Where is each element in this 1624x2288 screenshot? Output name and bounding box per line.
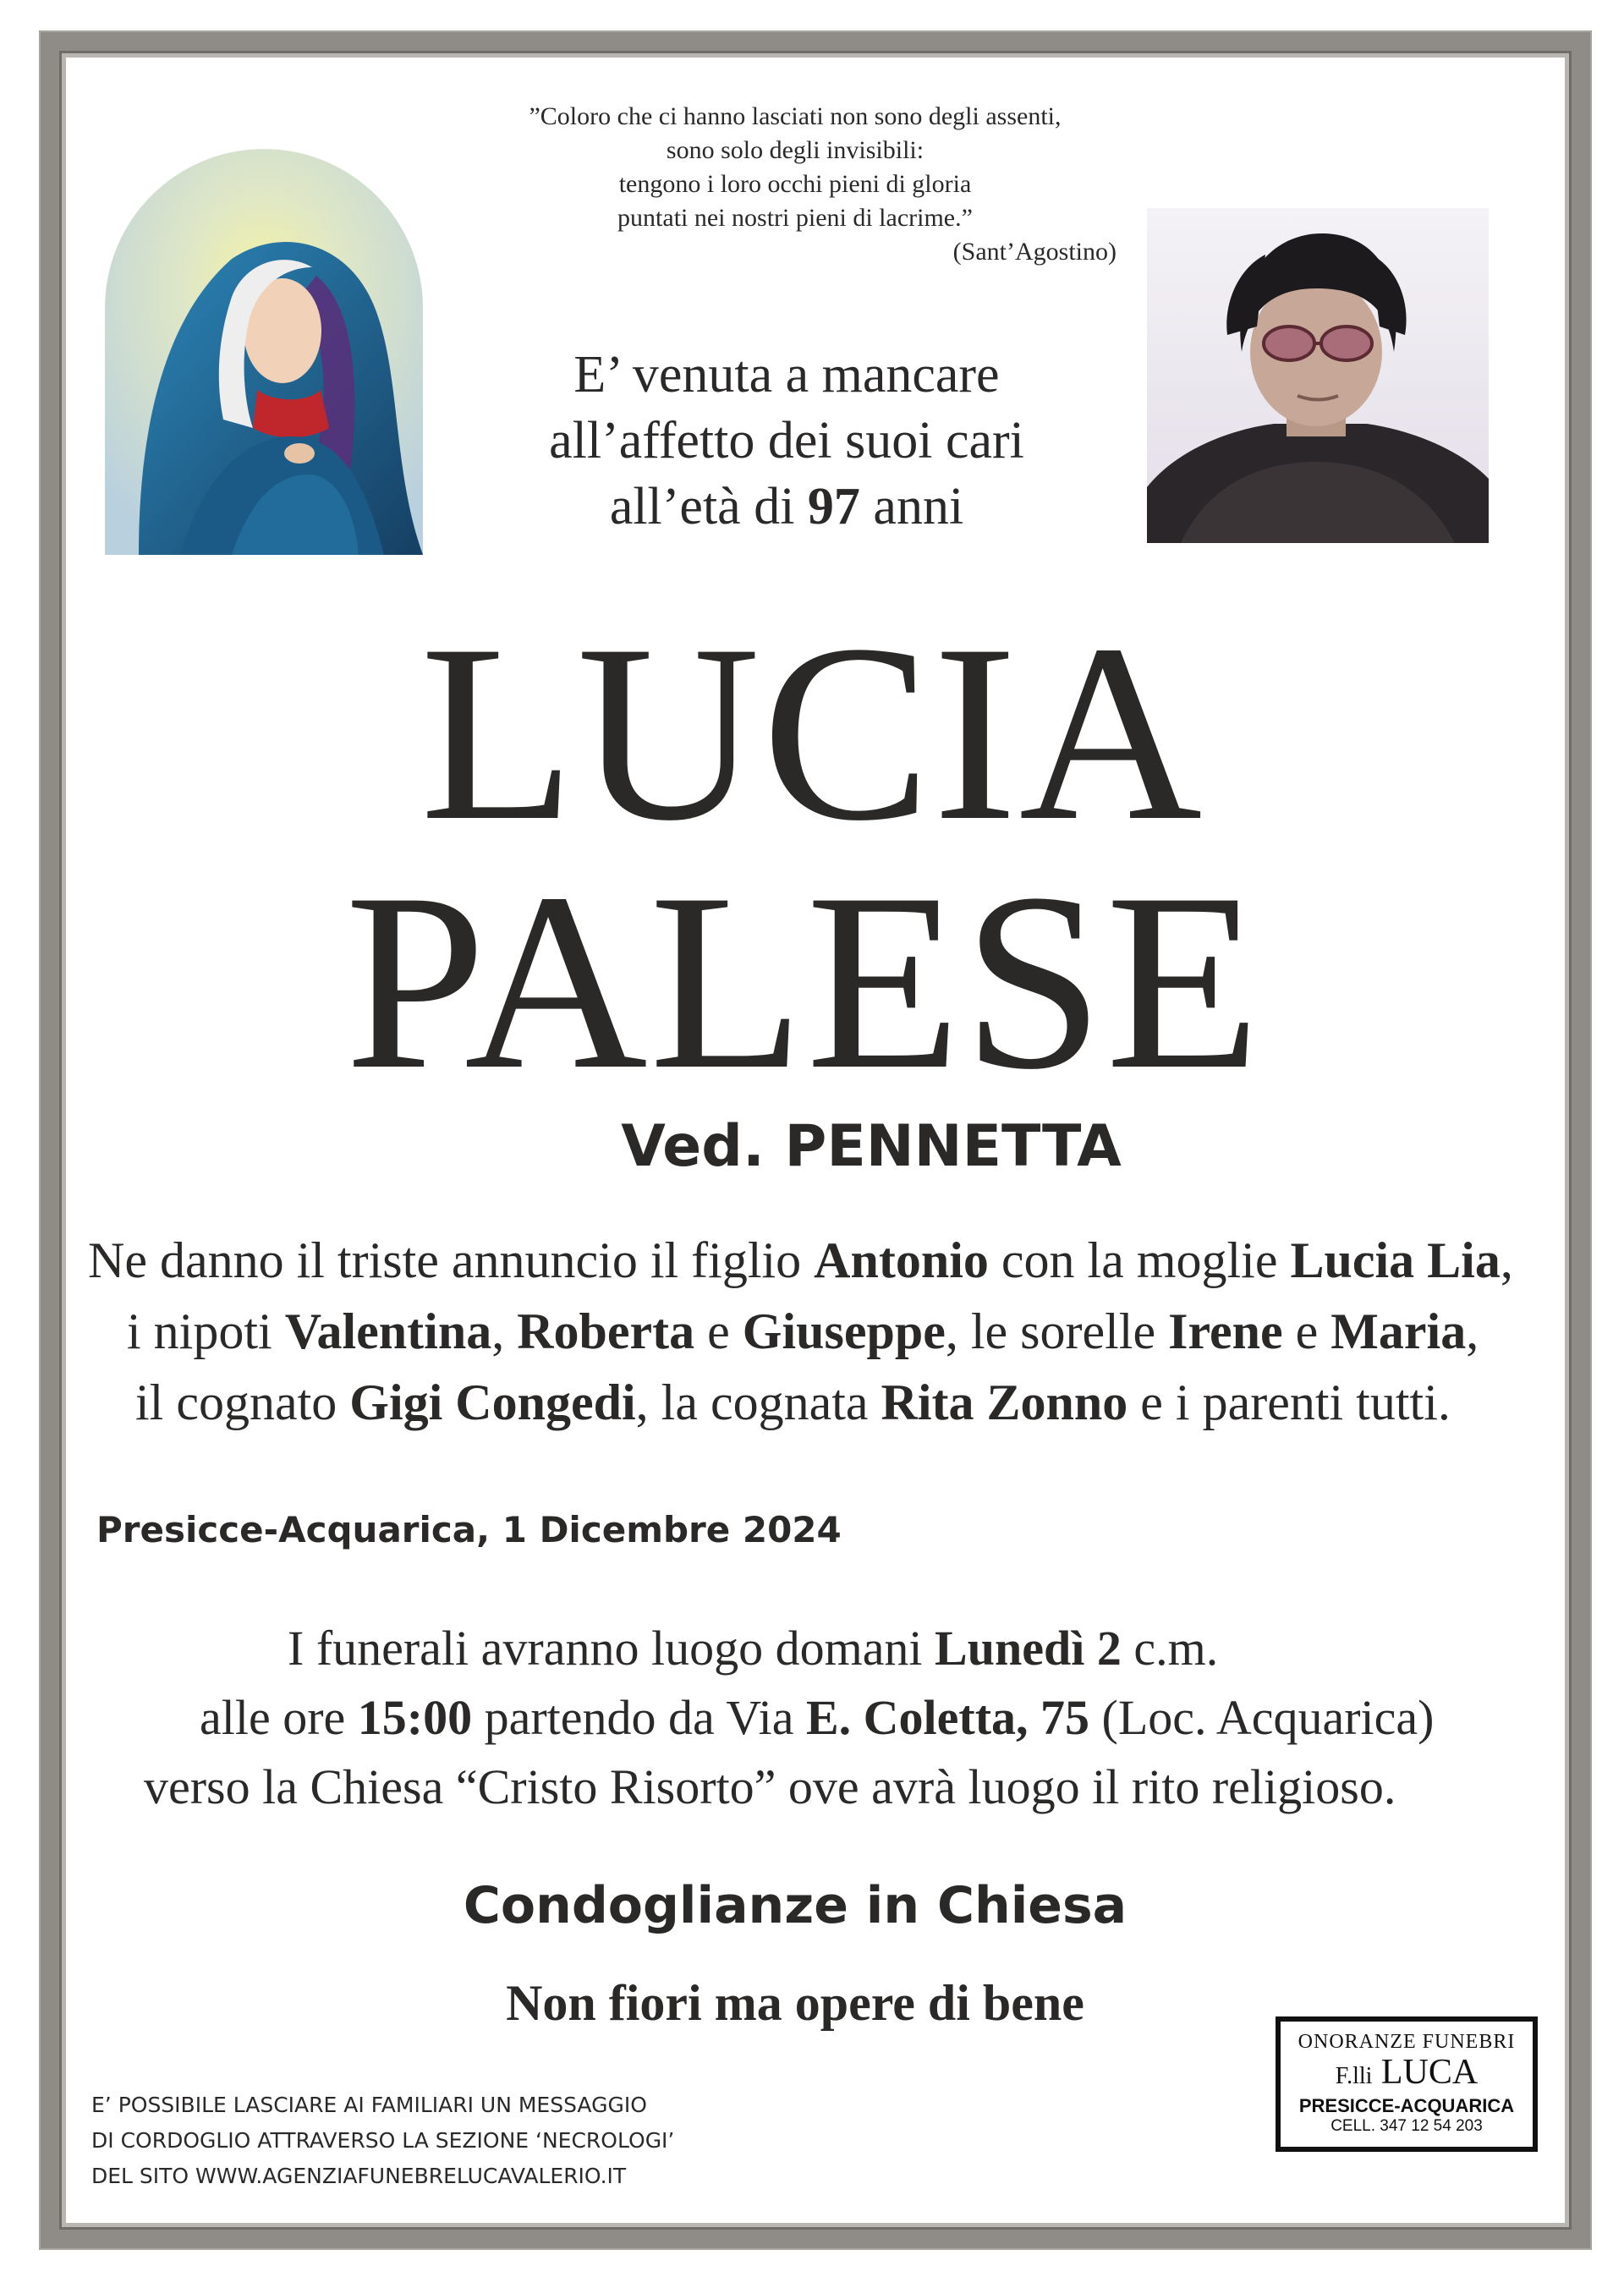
funeral-address: E. Coletta, 75 xyxy=(805,1690,1090,1745)
relative-name: Gigi Congedi xyxy=(349,1374,636,1430)
text: e i parenti tutti. xyxy=(1140,1374,1451,1430)
announcement-line xyxy=(76,1296,1565,1367)
intro-line: E’ venuta a mancare xyxy=(573,346,1000,403)
text: e xyxy=(707,1303,730,1359)
condolences-note: Condoglianze in Chiesa xyxy=(463,1876,1127,1935)
online-notice xyxy=(91,2088,853,2194)
funeral-details xyxy=(127,1614,1565,1822)
text: c.m. xyxy=(1133,1621,1219,1676)
announcement-line xyxy=(76,1367,1565,1438)
text: e xyxy=(1295,1303,1319,1359)
funeral-agency-logo xyxy=(1276,2016,1538,2152)
text: con la moglie xyxy=(1001,1232,1278,1288)
agency-name xyxy=(1281,2054,1533,2095)
relative-name: Maria xyxy=(1330,1303,1467,1359)
funeral-line: verso la Chiesa “Cristo Risorto” ove avrà luogo il rito religioso. xyxy=(144,1759,1396,1814)
announcement xyxy=(76,1225,1565,1438)
intro-age-suffix: anni xyxy=(873,478,964,535)
place-date: Presicce-Acquarica, 1 Dicembre 2024 xyxy=(96,1509,842,1550)
agency-prefix: F.lli xyxy=(1335,2063,1373,2089)
quote-block xyxy=(474,100,1116,269)
notice-line: DEL SITO WWW.AGENZIAFUNEBRELUCAVALERIO.IT xyxy=(91,2164,627,2188)
notice-line: E’ POSSIBILE LASCIARE AI FAMILIARI UN MESSAGGIO xyxy=(91,2093,647,2117)
text: , xyxy=(1500,1232,1513,1288)
relative-name: Roberta xyxy=(517,1303,695,1359)
deceased-portrait xyxy=(1147,208,1489,543)
text: partendo da Via xyxy=(484,1690,794,1745)
text: I funerali avranno luogo domani xyxy=(288,1621,923,1676)
funeral-day: Lunedì 2 xyxy=(935,1621,1122,1676)
text: alle ore xyxy=(200,1690,346,1745)
no-flowers-note: Non fiori ma opere di bene xyxy=(506,1975,1084,2031)
text: (Loc. Acquarica) xyxy=(1101,1690,1435,1745)
text: , xyxy=(491,1303,505,1359)
deceased-first-name: LUCIA xyxy=(420,592,1204,873)
quote-line: puntati nei nostri pieni di lacrime.” xyxy=(617,204,973,232)
agency-phone: CELL. 347 12 54 203 xyxy=(1330,2117,1483,2135)
relative-name: Lucia Lia xyxy=(1290,1232,1501,1288)
intro-age: 97 xyxy=(807,478,860,535)
text: , xyxy=(1466,1303,1479,1359)
relative-name: Irene xyxy=(1168,1303,1283,1359)
quote-line: ”Coloro che ci hanno lasciati non sono degli assenti, xyxy=(529,102,1062,130)
announcement-line xyxy=(76,1225,1565,1296)
relative-name: Antonio xyxy=(814,1232,989,1288)
relative-name: Valentina xyxy=(284,1303,492,1359)
text: il cognato xyxy=(135,1374,337,1430)
deceased-last-name: PALESE xyxy=(344,841,1263,1122)
notice-line: DI CORDOGLIO ATTRAVERSO LA SEZIONE ‘NECROLOGI’ xyxy=(91,2128,675,2153)
quote-line: tengono i loro occhi pieni di gloria xyxy=(618,170,972,198)
relative-name: Giuseppe xyxy=(742,1303,946,1359)
text: , le sorelle xyxy=(945,1303,1156,1359)
funeral-line xyxy=(127,1614,1565,1683)
agency-line: ONORANZE FUNEBRI xyxy=(1298,2031,1516,2053)
quote-line: sono solo degli invisibili: xyxy=(666,136,924,164)
agency-location: PRESICCE-ACQUARICA xyxy=(1298,2095,1515,2116)
relative-name: Rita Zonno xyxy=(881,1374,1128,1430)
intro-text xyxy=(474,342,1100,540)
text: , la cognata xyxy=(635,1374,869,1430)
text: Ne danno il triste annuncio il figlio xyxy=(88,1232,802,1288)
agency-brand: LUCA xyxy=(1380,2053,1479,2092)
intro-line: all’affetto dei suoi cari xyxy=(549,412,1024,469)
funeral-line xyxy=(127,1683,1565,1753)
funeral-time: 15:00 xyxy=(357,1690,473,1745)
quote-attribution: (Sant’Agostino) xyxy=(952,238,1116,266)
widow-of: Ved. PENNETTA xyxy=(621,1113,1122,1180)
intro-line xyxy=(474,474,1100,540)
madonna-icon xyxy=(105,149,423,555)
text: i nipoti xyxy=(127,1303,272,1359)
intro-age-prefix: all’età di xyxy=(609,478,795,535)
